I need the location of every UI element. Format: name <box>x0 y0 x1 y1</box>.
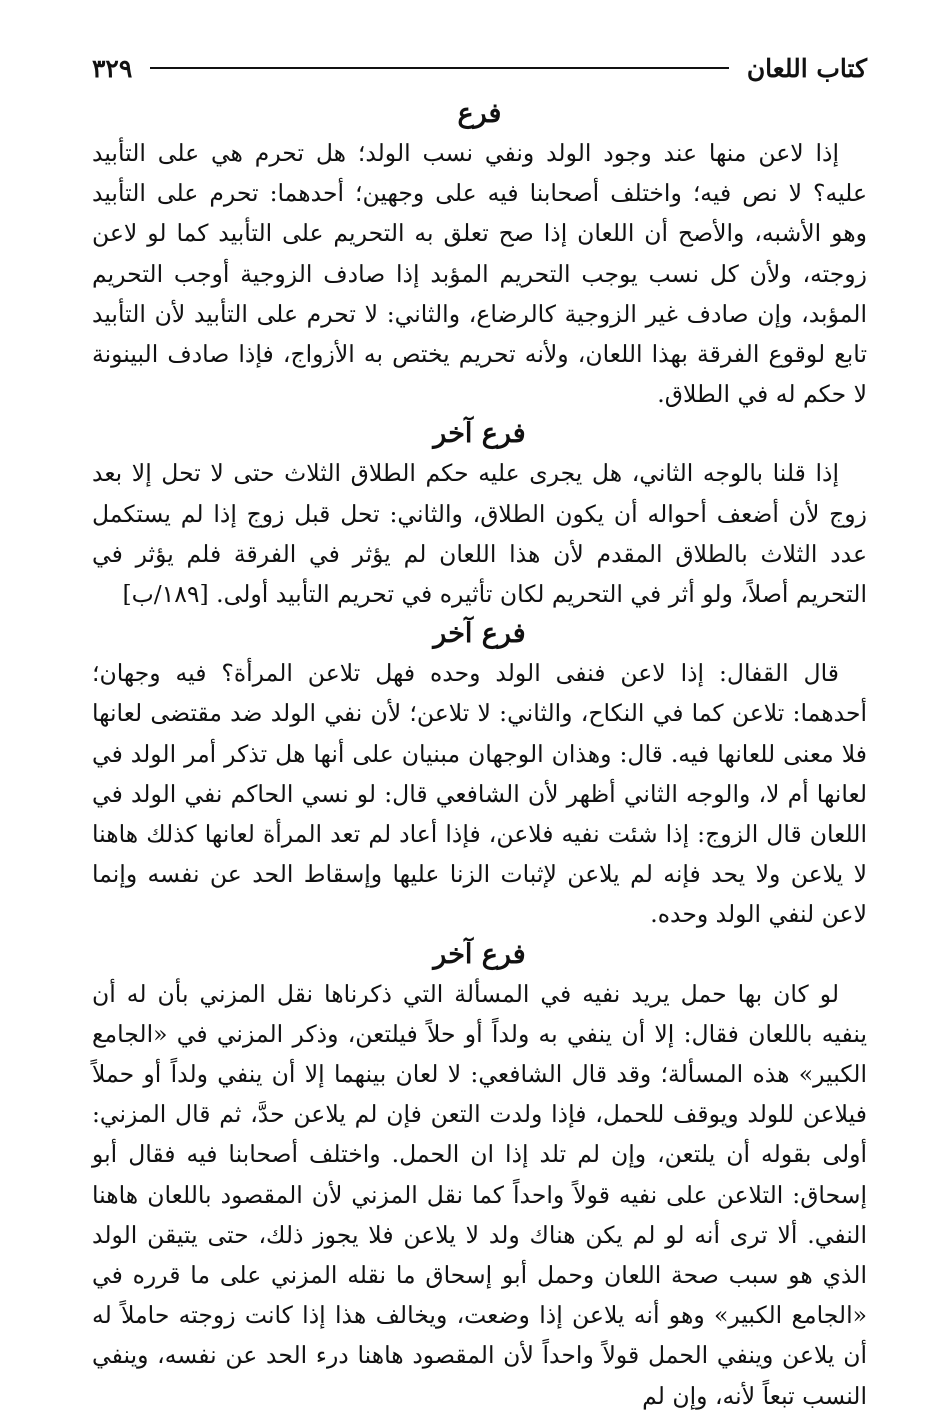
book-title: كتاب اللعان <box>746 53 867 83</box>
running-header <box>92 50 867 86</box>
page-body <box>92 94 867 1420</box>
section-heading: فرع آخر <box>433 418 526 450</box>
section-paragraph: قال القفال: إذا لاعن فنفى الولد وحده فهل تلاعن المرأة؟ فيه وجهان؛ أحدهما: تلاعن كما في النكاح، والثاني: لا تلاعن؛ لأن نفي الولد ضد مقتضى لعانها فلا معنى للعانها فيه. قال: وهذان الوجهان مبنيان على أنها هل تذكر أمر الولد في لعانها أم لا، والوجه الثاني أظهر لأن الشافعي قال: لو نسي الحاكم نفي الولد في اللعان قال الزوج: إذا شئت نفيه فلاعن، فإذا أعاد لم تعد المرأة لعانها كذلك هاهنا لا يلاعن ولا يحد فإنه لم يلاعن لإثبات الزنا عليها وإسقاط الحد عن نفسه وإنما لاعن لنفي الولد وحده. <box>92 659 867 929</box>
section <box>92 420 867 614</box>
page-number: ٣٢٩ <box>92 53 133 83</box>
section-paragraph: إذا قلنا بالوجه الثاني، هل يجرى عليه حكم الطلاق الثلاث حتى لا تحل إلا بعد زوج لأن أضعف أحواله أن يكون الطلاق، والثاني: تحل قبل زوج إذا لم يستكمل عدد الثلاث بالطلاق المقدم لأن هذا اللعان لم يؤثر في الفرقة فلم يؤثر في التحريم أصلاً، ولو أثر في التحريم لكان تأثيره في تحريم التأبيد أولى. [١٨٩/ب] <box>92 459 867 609</box>
section <box>92 100 867 414</box>
section-heading: فرع آخر <box>433 618 526 650</box>
section <box>92 620 867 934</box>
section-heading: فرع آخر <box>433 938 526 970</box>
section-heading: فرع <box>457 98 502 129</box>
header-rule <box>150 67 729 69</box>
section <box>92 938 867 1416</box>
section-paragraph: لو كان بها حمل يريد نفيه في المسألة التي ذكرناها نقل المزني بأن له أن ينفيه باللعان فقال: إلا أن ينفي به ولداً أو حلاً فيلتعن، وذكر المزني في «الجامع الكبير» هذه المسألة؛ وقد قال الشافعي: لا لعان بينهما إلا أن ينفي ولداً أو حملاً فيلاعن للولد ويوقف للحمل، فإذا ولدت التعن فإن لم يلاعن حدَّ، ثم قال المزني: أولى بقوله أن يلتعن، وإن لم تلد إذا ان الحمل. واختلف أصحابنا فيه فقال أبو إسحاق: التلاعن على نفيه قولاً واحداً كما نقل المزني لأن المقصود باللعان هاهنا النفي. ألا ترى أنه لو لم يكن هناك ولد لا يلاعن فلا يجوز ذلك، حتى يتيقن الولد الذي هو سبب صحة اللعان وحمل أبو إسحاق ما نقله المزني على ما قرره في «الجامع الكبير» وهو أنه يلاعن إذا وضعت، ويخالف هذا إذا كانت زوجته حاملاً له أن يلاعن وينفي الحمل قولاً واحداً لأن المقصود هاهنا درء الحد عن نفسه، وينفي النسب تبعاً لأنه، وإن لم <box>92 979 867 1410</box>
section-paragraph: إذا لاعن منها عند وجود الولد ونفي نسب الولد؛ هل تحرم هي على التأبيد عليه؟ لا نص فيه؛ واختلف أصحابنا فيه على وجهين؛ أحدهما: تحرم على التأبيد وهو الأشبه، والأصح أن اللعان إذا صح تعلق به التحريم على التأبيد كما لو لاعن زوجته، ولأن كل نسب يوجب التحريم المؤبد إذا صادف الزوجية أوجب التحريم المؤبد، وإن صادف غير الزوجية كالرضاع، والثاني: لا تحرم على التأبيد لأن التأبيد تابع لوقوع الفرقة بهذا اللعان، ولأنه تحريم يختص به الأزواج، فإذا صادف البينونة لا حكم له في الطلاق. <box>92 139 867 409</box>
